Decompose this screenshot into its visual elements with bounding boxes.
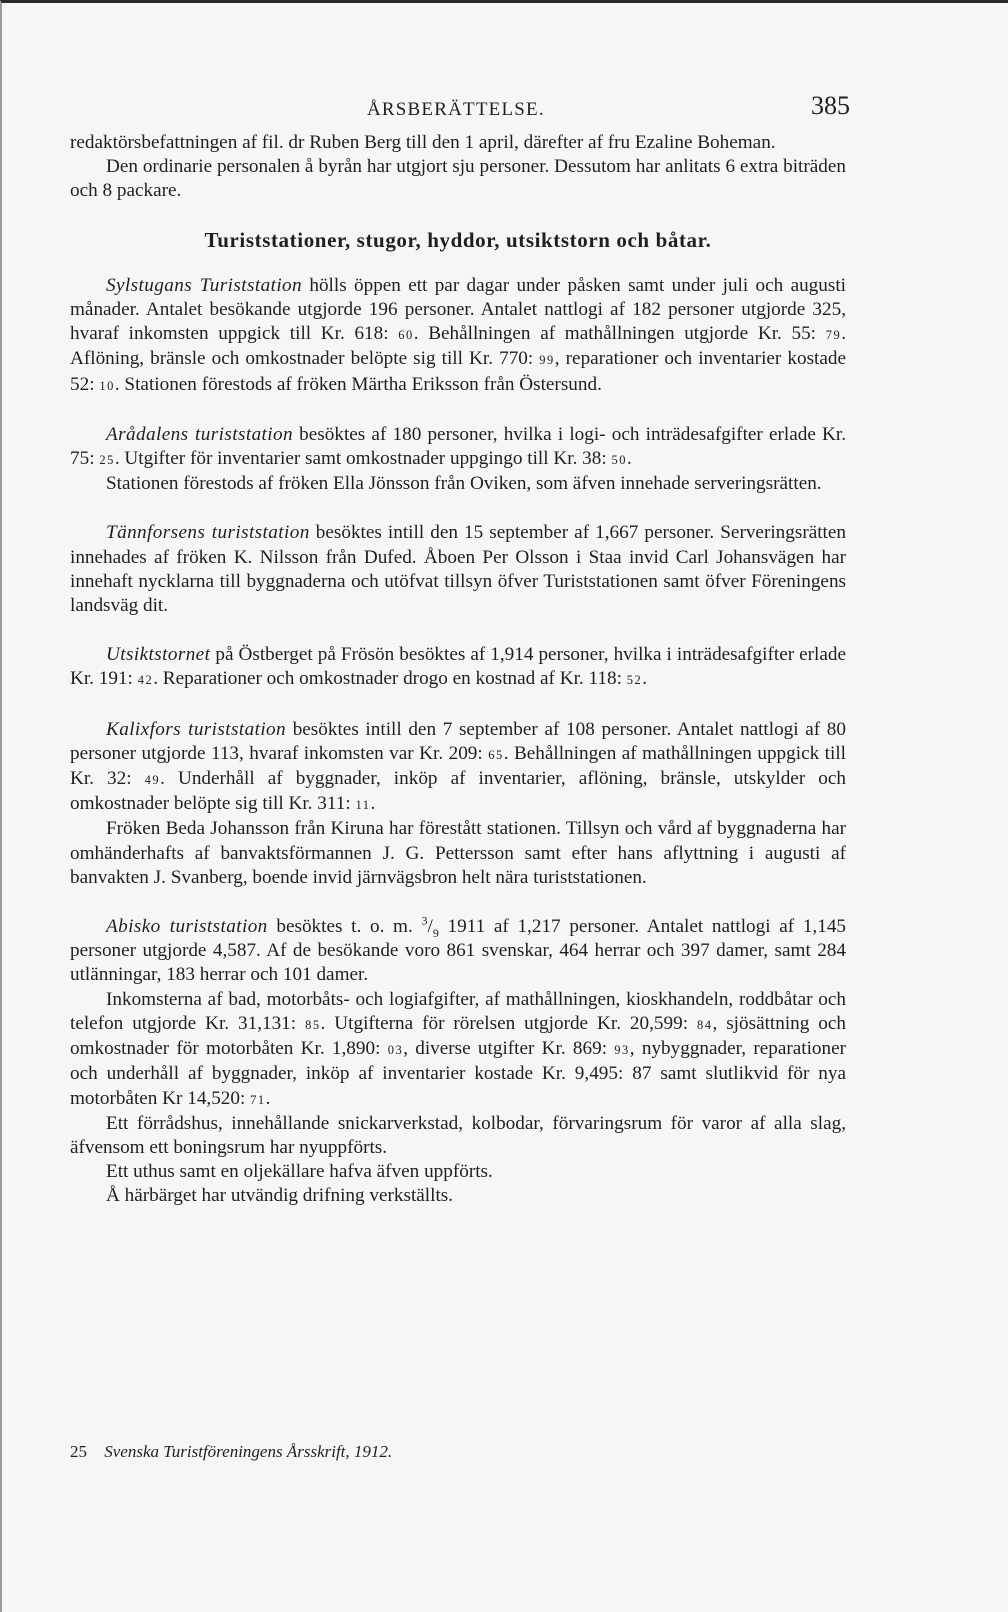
text-run: Turiststationer, stugor, hyddor, utsiktstorn och båtar. xyxy=(204,227,712,252)
text-run: hölls öppen ett par dagar under påsken samt under juli och augusti månader. Antalet besökande utgjorde 196 personer. Antalet nattlogi af 182 personer utgjorde 325, hvaraf inkomsten uppgick till Kr. 618: xyxy=(70,274,846,345)
text-run: Ett uthus samt en oljekällare hafva äfven uppförts. xyxy=(106,1161,493,1183)
ore-amount: 65 xyxy=(488,747,504,762)
running-title: ÅRSBERÄTTELSE. xyxy=(367,99,545,120)
ore-amount: 85 xyxy=(305,1017,321,1032)
paragraph xyxy=(70,155,846,203)
ore-amount: 71 xyxy=(250,1092,266,1107)
paragraph xyxy=(70,817,846,890)
text-run: Fröken Beda Johansson från Kiruna har förestått stationen. Tillsyn och vård af byggnaderna har omhänderhafts af banvaktsförmannen J. G. Pettersson samt efter hans aflyttning i augusti af banvakten J. Svanberg, boende invid järnvägsbron helt nära turiststationen. xyxy=(70,818,846,888)
page-number: 385 xyxy=(811,91,850,120)
text-run: . Reparationer och omkostnader drogo en kostnad af Kr. 118: xyxy=(153,668,627,690)
paragraph xyxy=(70,274,846,398)
ore-amount: 25 xyxy=(99,453,115,468)
ore-amount: 11 xyxy=(355,798,371,813)
station-name: Kalixfors turiststation xyxy=(106,718,287,740)
paragraph xyxy=(70,423,846,472)
paragraph xyxy=(70,643,846,692)
station-name: Arådalens turiststation xyxy=(106,423,294,445)
text-run: . Behållningen af mathållningen utgjorde Kr. 55: xyxy=(413,323,826,345)
paragraph xyxy=(70,1184,846,1208)
text-run: . xyxy=(626,448,632,470)
ore-amount: 79 xyxy=(825,328,842,343)
text-run: . Behållningen af mathållningen uppgick till Kr. 32: xyxy=(70,742,846,790)
section-heading xyxy=(70,228,846,252)
text-run: Inkomsterna af bad, motorbåts- och logiafgifter, af mathållningen, kioskhandeln, roddbåtar och telefon utgjorde Kr. 31,131: xyxy=(70,988,846,1034)
text-run: 1911 af 1,217 personer. Antalet nattlogi af 1,145 personer utgjorde 4,587. Af de besökande voro 861 svenskar, 464 herrar och 397 damer, samt 284 utlänningar, 183 herrar och 101 damer. xyxy=(70,916,847,986)
station-name: Abisko turiststation xyxy=(106,916,268,938)
paragraph xyxy=(70,1112,846,1160)
paragraph xyxy=(70,521,846,618)
ore-amount: 93 xyxy=(614,1043,630,1058)
text-run: / xyxy=(427,916,433,938)
page-header xyxy=(2,89,1008,129)
text-run: besöktes intill den 15 september af 1,667 personer. Serveringsrätten innehades af fröken K. Nilsson från Dufed. Åboen Per Olsson i Staa invid Carl Johansvägen har innehaft nycklarna till byggnaderna och utöfvat tillsyn öfver Turiststationen samt öfver Föreningens landsväg dit. xyxy=(70,522,846,617)
text-run: , sjösättning och omkostnader för motorbåten Kr. 1,890: xyxy=(70,1012,847,1060)
ore-amount: 84 xyxy=(696,1017,713,1032)
text-run: besöktes af 180 personer, hvilka i logi- och inträdesafgifter erlade Kr. 75: xyxy=(70,423,846,470)
station-name: Tännforsens turiststation xyxy=(106,522,310,544)
station-name: Utsiktstornet xyxy=(106,644,211,666)
ore-amount: 42 xyxy=(137,673,154,688)
text-run: . xyxy=(642,668,648,690)
text-run: , reparationer och inventarier kostade 52: xyxy=(70,348,846,395)
body-text xyxy=(70,131,846,1209)
page-footer xyxy=(70,1442,392,1462)
date-fraction: 3 xyxy=(421,913,428,928)
text-run: Å härbärget har utvändig drifning verkställts. xyxy=(106,1185,454,1207)
text-run: . xyxy=(265,1087,271,1109)
text-run: besöktes intill den 7 september af 108 personer. Antalet nattlogi af 80 personer utgjorde 113, hvaraf inkomsten var Kr. 209: xyxy=(70,718,846,764)
paragraph xyxy=(70,1160,846,1184)
text-run: Ett förrådshus, innehållande snickarverkstad, kolbodar, förvaringsrum för varor af alla slag, äfvensom ett boningsrum har nyuppförts. xyxy=(70,1112,846,1158)
text-run: på Östberget på Frösön besöktes af 1,914 personer, hvilka i inträdesafgifter erlade Kr. 191: xyxy=(70,644,846,690)
ore-amount: 50 xyxy=(611,453,627,468)
paragraph xyxy=(70,718,846,818)
ore-amount: 60 xyxy=(398,328,414,343)
text-run: , nybyggnader, reparationer och underhåll af byggnader, inköp af inventarier kostade Kr. 9,495: 87 samt slutlikvid för nya motorbåten Kr 14,520: xyxy=(70,1038,846,1109)
sheet-signature: 25 xyxy=(70,1442,87,1461)
paragraph xyxy=(70,988,846,1112)
ore-amount: 10 xyxy=(99,378,115,393)
text-run: redaktörsbefattningen af fil. dr Ruben Berg till den 1 april, därefter af fru Ezaline Boheman. xyxy=(70,132,776,153)
ore-amount: 99 xyxy=(539,353,555,368)
paragraph xyxy=(70,131,846,155)
text-run: . xyxy=(370,793,376,815)
text-run: Den ordinarie personalen å byrån har utgjort sju personer. Dessutom har anlitats 6 extra biträden och 8 packare. xyxy=(70,156,846,202)
text-run: . Aflöning, bränsle och omkostnader belöpte sig till Kr. 770: xyxy=(70,323,846,370)
source-line: Svenska Turistföreningens Årsskrift, 1912. xyxy=(104,1442,393,1461)
ore-amount: 49 xyxy=(144,773,161,788)
date-fraction: 9 xyxy=(432,925,439,940)
paragraph xyxy=(70,915,846,988)
text-run: . Utgifterna för rörelsen utgjorde Kr. 20,599: xyxy=(320,1012,697,1034)
text-run: . Utgifter för inventarier samt omkostnader uppgingo till Kr. 38: xyxy=(114,448,612,470)
text-run: besöktes t. o. m. xyxy=(267,916,422,938)
paragraph xyxy=(70,472,846,496)
text-run: . Stationen förestods af fröken Märtha Eriksson från Östersund. xyxy=(114,373,602,395)
ore-amount: 52 xyxy=(626,673,643,688)
ore-amount: 03 xyxy=(387,1043,404,1058)
station-name: Sylstugans Turiststation xyxy=(106,274,303,296)
text-run: . Underhåll af byggnader, inköp af inventarier, aflöning, bränsle, utskylder och omkostnader belöpte sig till Kr. 311: xyxy=(70,768,846,815)
text-run: Stationen förestods af fröken Ella Jönsson från Oviken, som äfven innehade serveringsrätten. xyxy=(106,473,822,495)
text-run: , diverse utgifter Kr. 869: xyxy=(403,1038,615,1060)
